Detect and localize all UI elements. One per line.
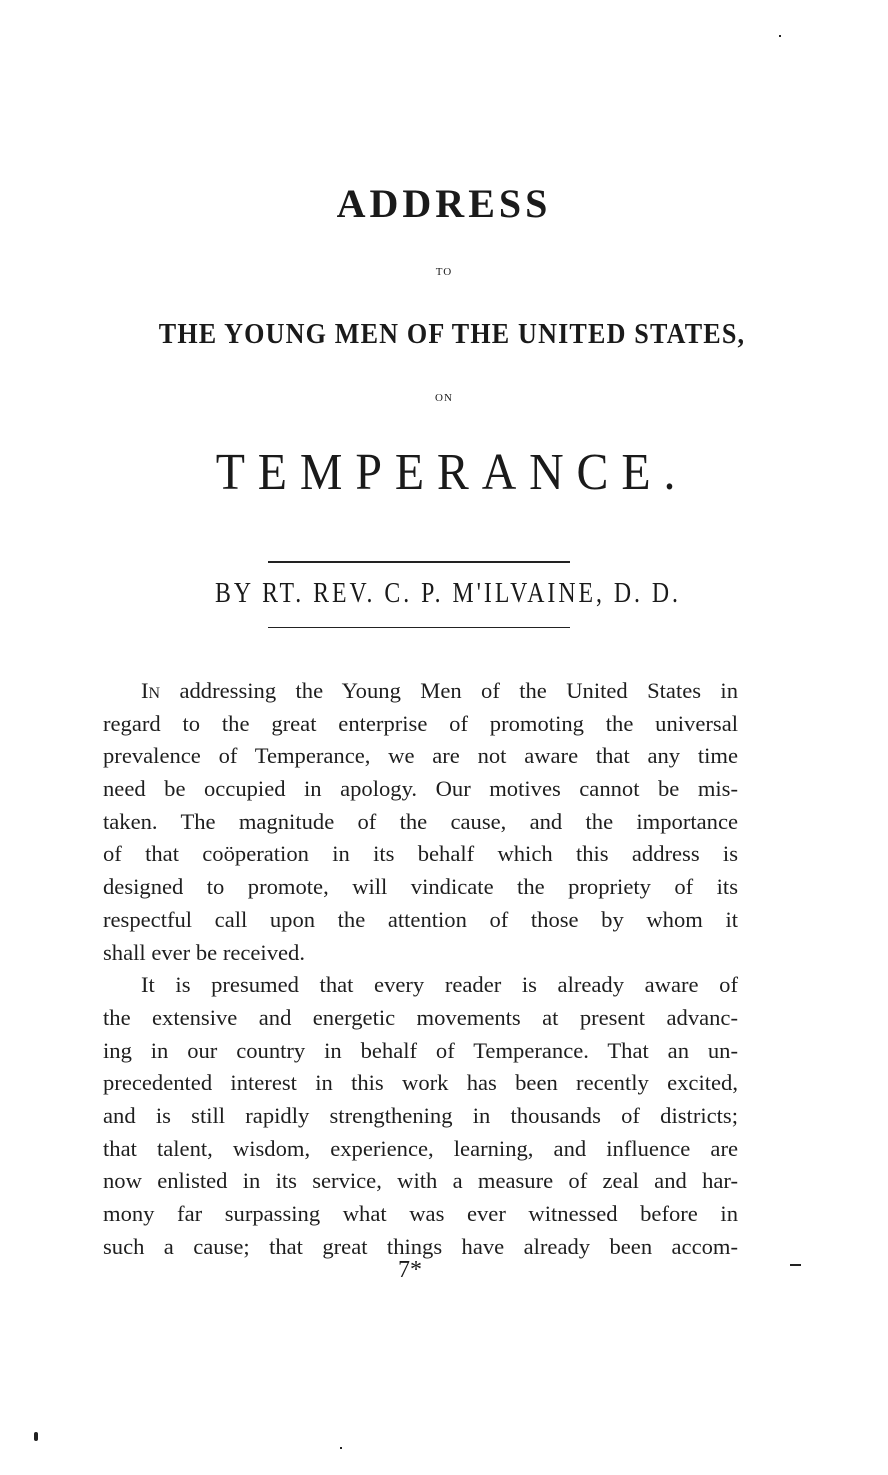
paragraph1-line: designed to promote, will vindicate the propriety of its — [103, 874, 738, 900]
paragraph1-line: respectful call upon the attention of those by whom it — [103, 906, 738, 932]
paragraph1-line: of that coöperation in its behalf which this address is — [103, 841, 738, 867]
top-rule-divider — [268, 561, 570, 563]
paragraph1-line: shall ever be received. — [103, 939, 305, 965]
paragraph2-line: ing in our country in behalf of Temperance. That an un- — [103, 1037, 738, 1063]
paragraph1-line: need be occupied in apology. Our motives cannot be mis- — [103, 776, 738, 802]
paragraph1-line: taken. The magnitude of the cause, and the importance — [103, 808, 738, 834]
scan-speck — [790, 1264, 801, 1266]
author-byline: BY RT. REV. C. P. M'ILVAINE, D. D. — [215, 578, 681, 609]
scan-speck — [340, 1447, 342, 1449]
paragraph1-line-text: addressing the Young Men of the United States in — [179, 678, 739, 703]
title-address: ADDRESS — [336, 181, 552, 226]
signature-mark: 7* — [398, 1257, 422, 1283]
paragraph2-line: now enlisted in its service, with a measure of zeal and har- — [103, 1168, 738, 1194]
scan-speck — [779, 35, 781, 37]
paragraph1-line: regard to the great enterprise of promoting the universal — [103, 710, 738, 736]
title-young-men: THE YOUNG MEN OF THE UNITED STATES, — [158, 318, 746, 350]
body-text — [103, 675, 738, 1263]
scan-speck — [34, 1432, 38, 1441]
title-temperance: TEMPERANCE. — [215, 444, 689, 501]
paragraph2-line: the extensive and energetic movements at present advanc- — [103, 1004, 738, 1030]
paragraph2-line: mony far surpassing what was ever witnessed before in — [103, 1201, 738, 1226]
paragraph2-line: It is presumed that every reader is already aware of — [141, 972, 738, 998]
drop-word: In — [141, 678, 161, 703]
title-on: ON — [435, 392, 453, 404]
paragraph2-line: precedented interest in this work has been recently excited, — [103, 1070, 738, 1096]
paragraph2-line: and is still rapidly strengthening in thousands of districts; — [103, 1102, 738, 1128]
paragraph1-line: prevalence of Temperance, we are not aware that any time — [103, 743, 738, 769]
paragraph2-line: such a cause; that great things have already been accom- — [103, 1233, 738, 1259]
title-to: TO — [435, 266, 453, 278]
bottom-rule-divider — [268, 627, 570, 628]
paragraph2-line: that talent, wisdom, experience, learning, and influence are — [103, 1135, 738, 1161]
paragraph1-line — [103, 675, 738, 708]
